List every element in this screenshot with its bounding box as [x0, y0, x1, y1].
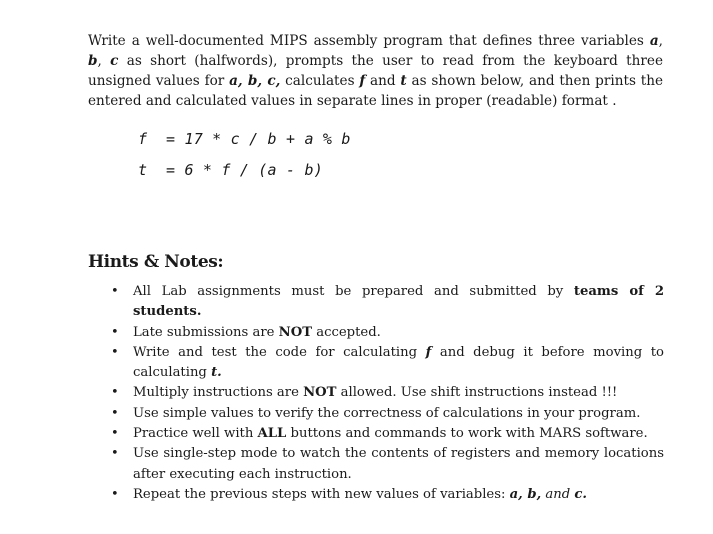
intro-text-2: as short (halfwords), prompts the user to read from the keyboard three unsigned values for: [88, 53, 663, 89]
hint-item-8: [88, 485, 664, 505]
formula-t: [138, 161, 323, 179]
hint-2-bold: NOT: [278, 324, 313, 340]
hint-4-text: Multiply instructions are: [133, 385, 304, 401]
hint-2-text: Late submissions are: [133, 324, 279, 340]
hint-8-text: Repeat the previous steps with new values of variables:: [133, 486, 510, 502]
formula-f: [138, 130, 351, 148]
hint-6-bold: ALL: [257, 426, 287, 442]
hint-8-and: and: [541, 486, 575, 502]
hint-item-7: [88, 444, 664, 485]
hint-1-bold: teams of 2 students.: [133, 284, 665, 320]
intro-text-1: Write a well-documented MIPS assembly program that defines three variables: [88, 33, 650, 49]
hints-title: Hints & Notes:: [88, 252, 224, 272]
formula-f-var: f: [138, 130, 148, 148]
hint-6-post: buttons and commands to work with MARS software.: [286, 426, 648, 442]
hints-list: [88, 282, 664, 505]
var-a: a: [649, 33, 659, 49]
intro-text-4: and: [365, 73, 401, 89]
hint-6-text: Practice well with: [133, 426, 258, 442]
formula-t-var: t: [138, 161, 148, 179]
hint-3-var-f: f: [425, 344, 432, 360]
hint-5-text: Use simple values to verify the correctness of calculations in your program.: [133, 405, 641, 421]
hint-item-3: [88, 343, 664, 384]
var-c: c: [110, 53, 119, 69]
hint-item-6: [88, 424, 664, 444]
hint-8-vars: a, b,: [509, 486, 542, 502]
hint-8-var-c: c.: [574, 486, 587, 502]
intro-text-5: as shown below, and then prints the entered and calculated values in separate lines in proper (readable) format .: [88, 73, 663, 109]
hint-item-1: [88, 282, 664, 323]
formula-t-expr: = 6 * f / (a - b): [166, 161, 323, 179]
var-b: b: [88, 53, 98, 69]
intro-text-3: calculates: [280, 73, 360, 89]
hint-3-mid: and debug it before moving to calculating: [133, 344, 664, 381]
sep-2: ,: [97, 53, 111, 69]
var-t: t: [400, 73, 407, 89]
hint-3-text: Write and test the code for calculating: [133, 344, 426, 360]
formula-f-expr: = 17 * c / b + a % b: [166, 130, 351, 148]
hint-item-2: [88, 323, 664, 343]
var-abc: a, b, c,: [229, 73, 281, 89]
hint-2-post: accepted.: [312, 324, 381, 340]
hint-3-var-t: t.: [211, 365, 222, 381]
hint-1-text: All Lab assignments must be prepared and submitted by: [133, 284, 574, 299]
hint-item-4: [88, 383, 664, 403]
hint-4-post: allowed. Use shift instructions instead !!!: [336, 385, 618, 401]
hint-4-bold: NOT: [303, 385, 337, 401]
intro-paragraph: [88, 31, 663, 111]
var-f: f: [359, 73, 366, 89]
hint-item-5: [88, 404, 664, 424]
sep-1: ,: [658, 33, 663, 49]
hint-7-text: Use single-step mode to watch the contents of registers and memory locations after executing each instruction.: [133, 446, 664, 482]
